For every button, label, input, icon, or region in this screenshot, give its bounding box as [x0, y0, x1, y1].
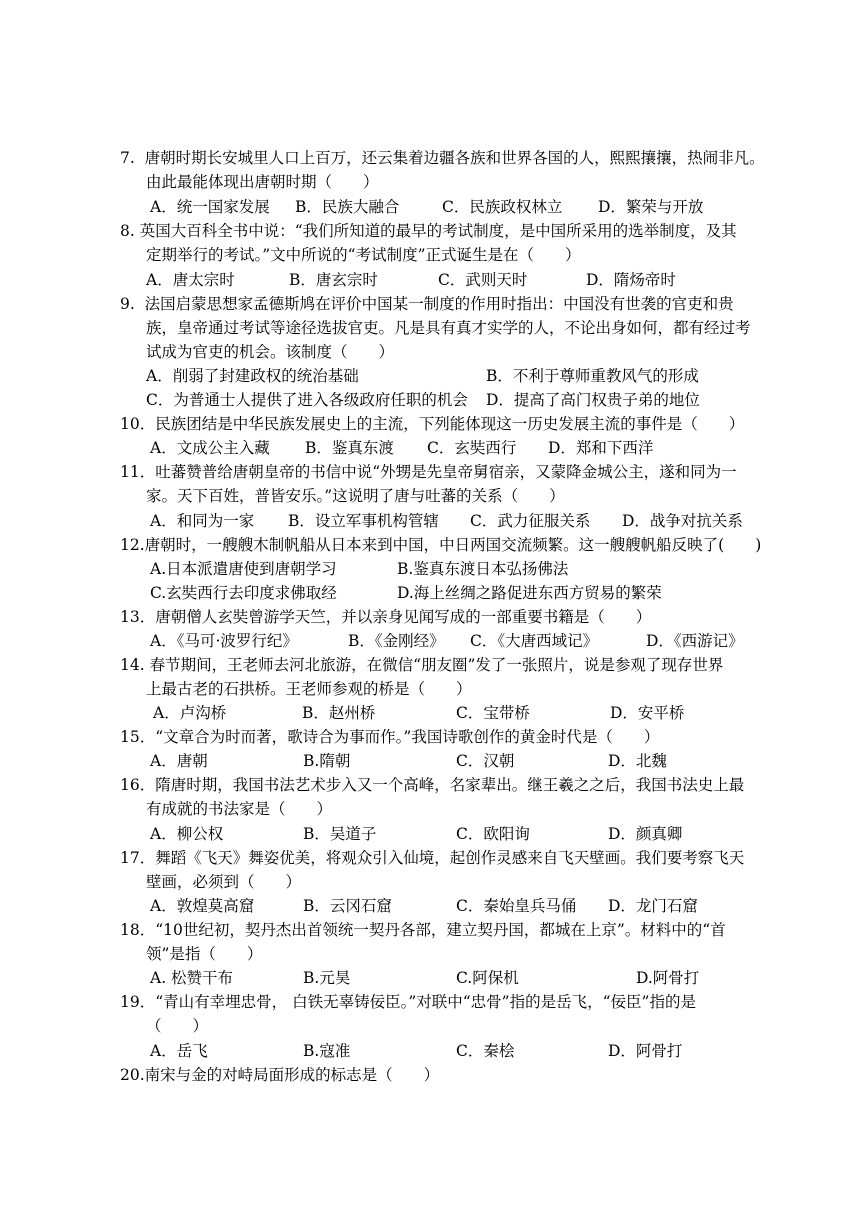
question-13-stem: 13．唐朝僧人玄奘曾游学天竺，并以亲身见闻写成的一部重要书籍是（ ）: [120, 608, 652, 626]
question-11-stem-line-2: 家。天下百姓，普皆安乐。”这说明了唐与吐蕃的关系（ ）: [146, 487, 565, 505]
question-17-stem-line-2: 壁画，必须到（ ）: [146, 873, 302, 891]
question-17-option-c: C．秦始皇兵马俑: [456, 897, 577, 915]
question-9-option-d: D．提高了高门权贵子弟的地位: [486, 391, 700, 409]
question-7-option-d: D．繁荣与开放: [598, 198, 704, 216]
question-11-option-b: B．设立军事机构管辖: [288, 512, 439, 530]
question-8-option-b: B．唐玄宗时: [289, 271, 378, 289]
question-16-option-a: A．柳公权: [150, 825, 224, 843]
question-19-stem-line-2: （ ）: [146, 1017, 209, 1035]
question-8-option-c: C．武则天时: [438, 271, 528, 289]
question-19-stem-line-1: 19．“青山有幸埋忠骨， 白铁无辜铸佞臣。”对联中“忠骨”指的是岳飞，“佞臣”指的是: [120, 993, 696, 1011]
question-8-option-d: D．隋炀帝时: [586, 271, 676, 289]
question-9-stem-line-3: 试成为官吏的机会。该制度（ ）: [146, 343, 395, 361]
question-20-stem: 20.南宋与金的对峙局面形成的标志是（ ）: [120, 1066, 440, 1084]
question-13-option-c: C．《大唐西域记》: [470, 632, 599, 650]
question-16-stem-line-2: 有成就的书法家是（ ）: [146, 800, 333, 818]
question-11-stem-line-1: 11．吐蕃赞普给唐朝皇帝的书信中说“外甥是先皇帝舅宿亲，又蒙降金城公主，遂和同为一: [120, 463, 737, 481]
question-13-option-a: A．《马可·波罗行纪》: [150, 632, 298, 650]
question-14-option-b: B．赵州桥: [302, 704, 376, 722]
question-12-option-c: C.玄奘西行去印度求佛取经: [150, 584, 337, 602]
question-8-stem-line-2: 定期举行的考试。”文中所说的“考试制度”正式诞生是在（ ）: [146, 246, 581, 264]
question-8-stem-line-1: 8. 英国大百科全书中说：“我们所知道的最早的考试制度，是中国所采用的选举制度，及其: [120, 222, 737, 240]
question-18-option-c: C.阿保机: [456, 969, 519, 987]
question-16-option-b: B．吴道子: [303, 825, 377, 843]
question-11-option-a: A．和同为一家: [150, 512, 255, 530]
question-9-stem-line-1: 9. 法国启蒙思想家孟德斯鸠在评价中国某一制度的作用时指出：中国没有世袭的官吏和贵: [120, 295, 734, 313]
question-9-option-a: A．削弱了封建政权的统治基础: [146, 367, 359, 385]
question-19-option-b: B.寇准: [303, 1042, 351, 1060]
question-17-option-b: B．云冈石窟: [303, 897, 392, 915]
question-14-option-a: A．卢沟桥: [153, 704, 227, 722]
question-12-option-b: B.鉴真东渡日本弘扬佛法: [397, 560, 569, 578]
question-8-option-a: A．唐太宗时: [146, 271, 235, 289]
question-7-stem-line-1: 7. 唐朝时期长安城里人口上百万，还云集着边疆各族和世界各国的人，熙熙攘攘，热闹非凡。: [120, 149, 765, 167]
question-17-stem-line-1: 17．舞蹈《飞天》舞姿优美，将观众引入仙境，起创作灵感来自飞天壁画。我们要考察飞天: [120, 849, 745, 867]
question-15-option-a: A．唐朝: [150, 752, 208, 770]
question-10-option-b: B．鉴真东渡: [305, 439, 394, 457]
question-11-option-d: D．战争对抗关系: [622, 512, 743, 530]
question-12-option-d: D.海上丝绸之路促进东西方贸易的繁荣: [397, 584, 662, 602]
question-15-option-d: D．北魏: [608, 752, 667, 770]
question-15-stem: 15．“文章合为时而著，歌诗合为事而作。”我国诗歌创作的黄金时代是（ ）: [120, 728, 660, 746]
question-17-option-a: A．敦煌莫高窟: [150, 897, 255, 915]
question-9-stem-line-2: 族，皇帝通过考试等途径选拔官吏。凡是具有真才实学的人，不论出身如何，都有经过考: [146, 319, 751, 337]
question-18-option-a: A. 松赞干布: [150, 969, 234, 987]
question-16-option-c: C．欧阳询: [456, 825, 530, 843]
question-18-option-b: B.元昊: [303, 969, 351, 987]
question-14-stem-line-2: 上最古老的石拱桥。王老师参观的桥是（ ）: [146, 680, 472, 698]
question-14-option-c: C．宝带桥: [456, 704, 530, 722]
question-11-option-c: C．武力征服关系: [470, 512, 591, 530]
question-17-option-d: D．龙门石窟: [608, 897, 698, 915]
question-10-stem: 10．民族团结是中华民族发展史上的主流，下列能体现这一历史发展主流的事件是（ ）: [120, 415, 745, 433]
question-18-stem-line-1: 18．“10世纪初，契丹杰出首领统一契丹各部，建立契丹国，都城在上京”。材料中的“首: [120, 921, 726, 939]
question-16-option-d: D．颜真卿: [608, 825, 683, 843]
question-18-stem-line-2: 领”是指（ ）: [146, 945, 263, 963]
question-7-option-b: B．民族大融合: [295, 198, 400, 216]
question-14-option-d: D．安平桥: [610, 704, 685, 722]
question-7-option-c: C．民族政权林立: [442, 198, 563, 216]
question-19-option-c: C．秦桧: [456, 1042, 515, 1060]
question-10-option-d: D．郑和下西洋: [548, 439, 654, 457]
question-7-option-a: A．统一国家发展: [150, 198, 270, 216]
question-9-option-b: B．不利于尊师重教风气的形成: [486, 367, 699, 385]
question-13-option-d: D．《西游记》: [646, 632, 744, 650]
question-18-option-d: D.阿骨打: [636, 969, 700, 987]
question-13-option-b: B．《金刚经》: [348, 632, 445, 650]
question-10-option-a: A．文成公主入藏: [150, 439, 270, 457]
question-9-option-c: C．为普通士人提供了进入各级政府任职的机会: [146, 391, 468, 409]
question-19-option-d: D．阿骨打: [608, 1042, 683, 1060]
question-7-stem-line-2: 由此最能体现出唐朝时期（ ）: [146, 173, 379, 191]
question-16-stem-line-1: 16．隋唐时期，我国书法艺术步入又一个高峰，名家辈出。继王羲之之后，我国书法史上最: [120, 776, 745, 794]
question-15-option-c: C．汉朝: [456, 752, 515, 770]
question-19-option-a: A．岳飞: [150, 1042, 208, 1060]
question-12-stem: 12.唐朝时，一艘艘木制帆船从日本来到中国，中日两国交流频繁。这一艘艘帆船反映了( ): [120, 536, 762, 554]
question-12-option-a: A.日本派遣唐使到唐朝学习: [150, 560, 337, 578]
question-14-stem-line-1: 14. 春节期间，王老师去河北旅游，在微信“朋友圈”发了一张照片，说是参观了现存世界: [120, 656, 724, 674]
question-10-option-c: C．玄奘西行: [427, 439, 517, 457]
question-15-option-b: B.隋朝: [303, 752, 351, 770]
